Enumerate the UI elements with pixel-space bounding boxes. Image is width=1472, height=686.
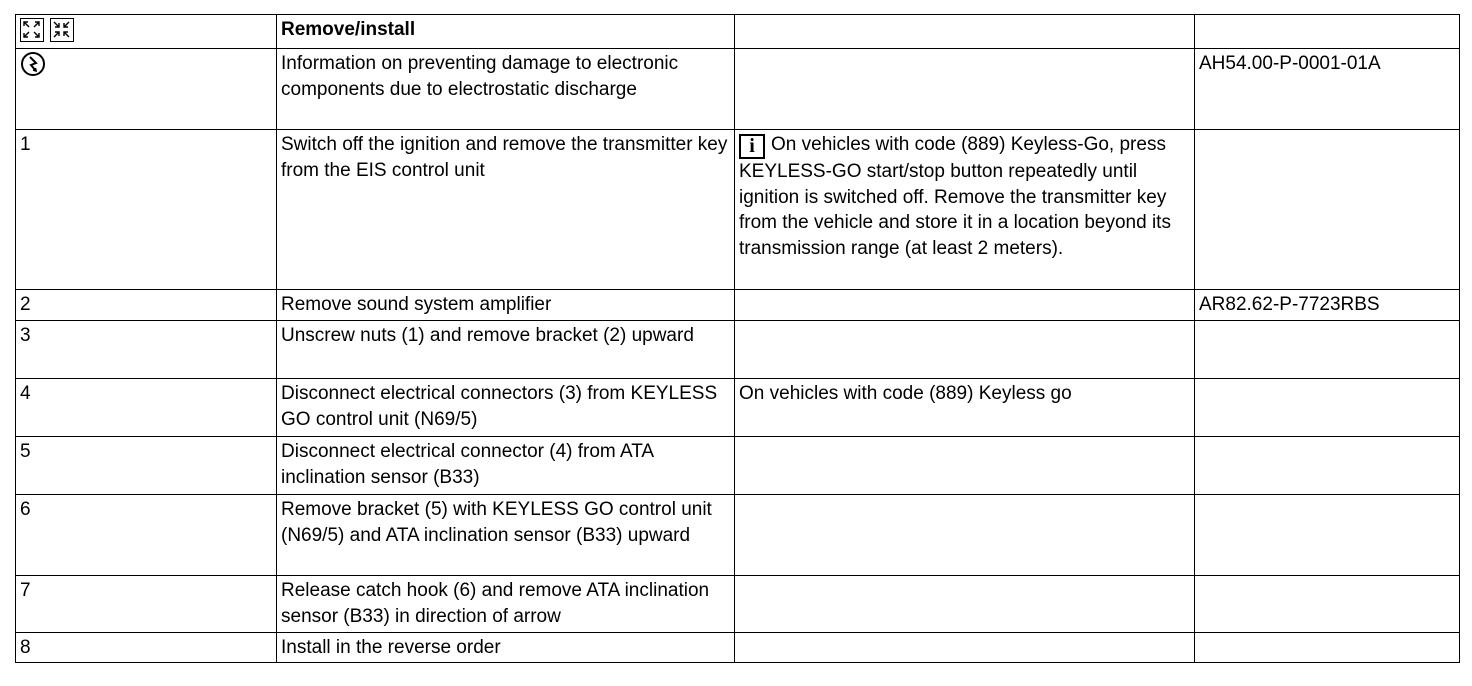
step-row-5 [16, 437, 1460, 495]
step-reference [1195, 130, 1460, 290]
step-reference [1195, 576, 1460, 633]
step-note [735, 576, 1195, 633]
step-row-7 [16, 576, 1460, 633]
step-note [735, 633, 1195, 663]
step-number: 3 [16, 321, 277, 379]
step-action: Remove sound system amplifier [277, 290, 735, 321]
esd-note-cell [735, 49, 1195, 130]
step-reference [1195, 379, 1460, 437]
header-row [16, 15, 1460, 49]
step-note [735, 437, 1195, 495]
step-action: Release catch hook (6) and remove ATA inclination sensor (B33) in direction of arrow [277, 576, 735, 633]
step-row-1 [16, 130, 1460, 290]
expand-all-icon[interactable] [20, 18, 44, 42]
step-row-4 [16, 379, 1460, 437]
step-reference [1195, 633, 1460, 663]
header-empty-cell [735, 15, 1195, 49]
header-empty-cell-2 [1195, 15, 1460, 49]
step-reference-link[interactable]: AR82.62-P-7723RBS [1195, 290, 1460, 321]
step-reference [1195, 495, 1460, 576]
step-number: 8 [16, 633, 277, 663]
step-action: Disconnect electrical connector (4) from ATA inclination sensor (B33) [277, 437, 735, 495]
step-note [735, 130, 1195, 290]
step-number: 5 [16, 437, 277, 495]
step-action: Disconnect electrical connectors (3) from KEYLESS GO control unit (N69/5) [277, 379, 735, 437]
step-note [735, 321, 1195, 379]
procedure-table [15, 14, 1460, 663]
step-reference [1195, 321, 1460, 379]
step-row-3 [16, 321, 1460, 379]
step-note [735, 495, 1195, 576]
step-number: 4 [16, 379, 277, 437]
info-icon: i [739, 134, 765, 159]
step-number: 1 [16, 130, 277, 290]
esd-icon-cell [16, 49, 277, 130]
esd-reference-link[interactable]: AH54.00-P-0001-01A [1195, 49, 1460, 130]
step-row-6 [16, 495, 1460, 576]
step-action: Remove bracket (5) with KEYLESS GO control unit (N69/5) and ATA inclination sensor (B33) upward [277, 495, 735, 576]
step-note [735, 290, 1195, 321]
header-icons-cell [16, 15, 277, 49]
step-number: 7 [16, 576, 277, 633]
step-action: Switch off the ignition and remove the transmitter key from the EIS control unit [277, 130, 735, 290]
step-action: Install in the reverse order [277, 633, 735, 663]
step-row-8 [16, 633, 1460, 663]
step-note: On vehicles with code (889) Keyless go [735, 379, 1195, 437]
step-action: Unscrew nuts (1) and remove bracket (2) upward [277, 321, 735, 379]
esd-info-row [16, 49, 1460, 130]
collapse-all-icon[interactable] [50, 18, 74, 42]
esd-warning-icon [20, 51, 46, 77]
header-title-cell [277, 15, 735, 49]
step-number: 6 [16, 495, 277, 576]
procedure-title: Remove/install [281, 19, 416, 40]
step-number: 2 [16, 290, 277, 321]
step-note-text: On vehicles with code (889) Keyless-Go, press KEYLESS-GO start/stop button repeatedly until ignition is switched off. Remove the transmitter key from the vehicle and store it in a location beyond its transmission range (at least 2 meters). [739, 134, 1171, 259]
step-reference [1195, 437, 1460, 495]
esd-info-text: Information on preventing damage to electronic components due to electrostatic discharge [277, 49, 735, 130]
step-row-2 [16, 290, 1460, 321]
